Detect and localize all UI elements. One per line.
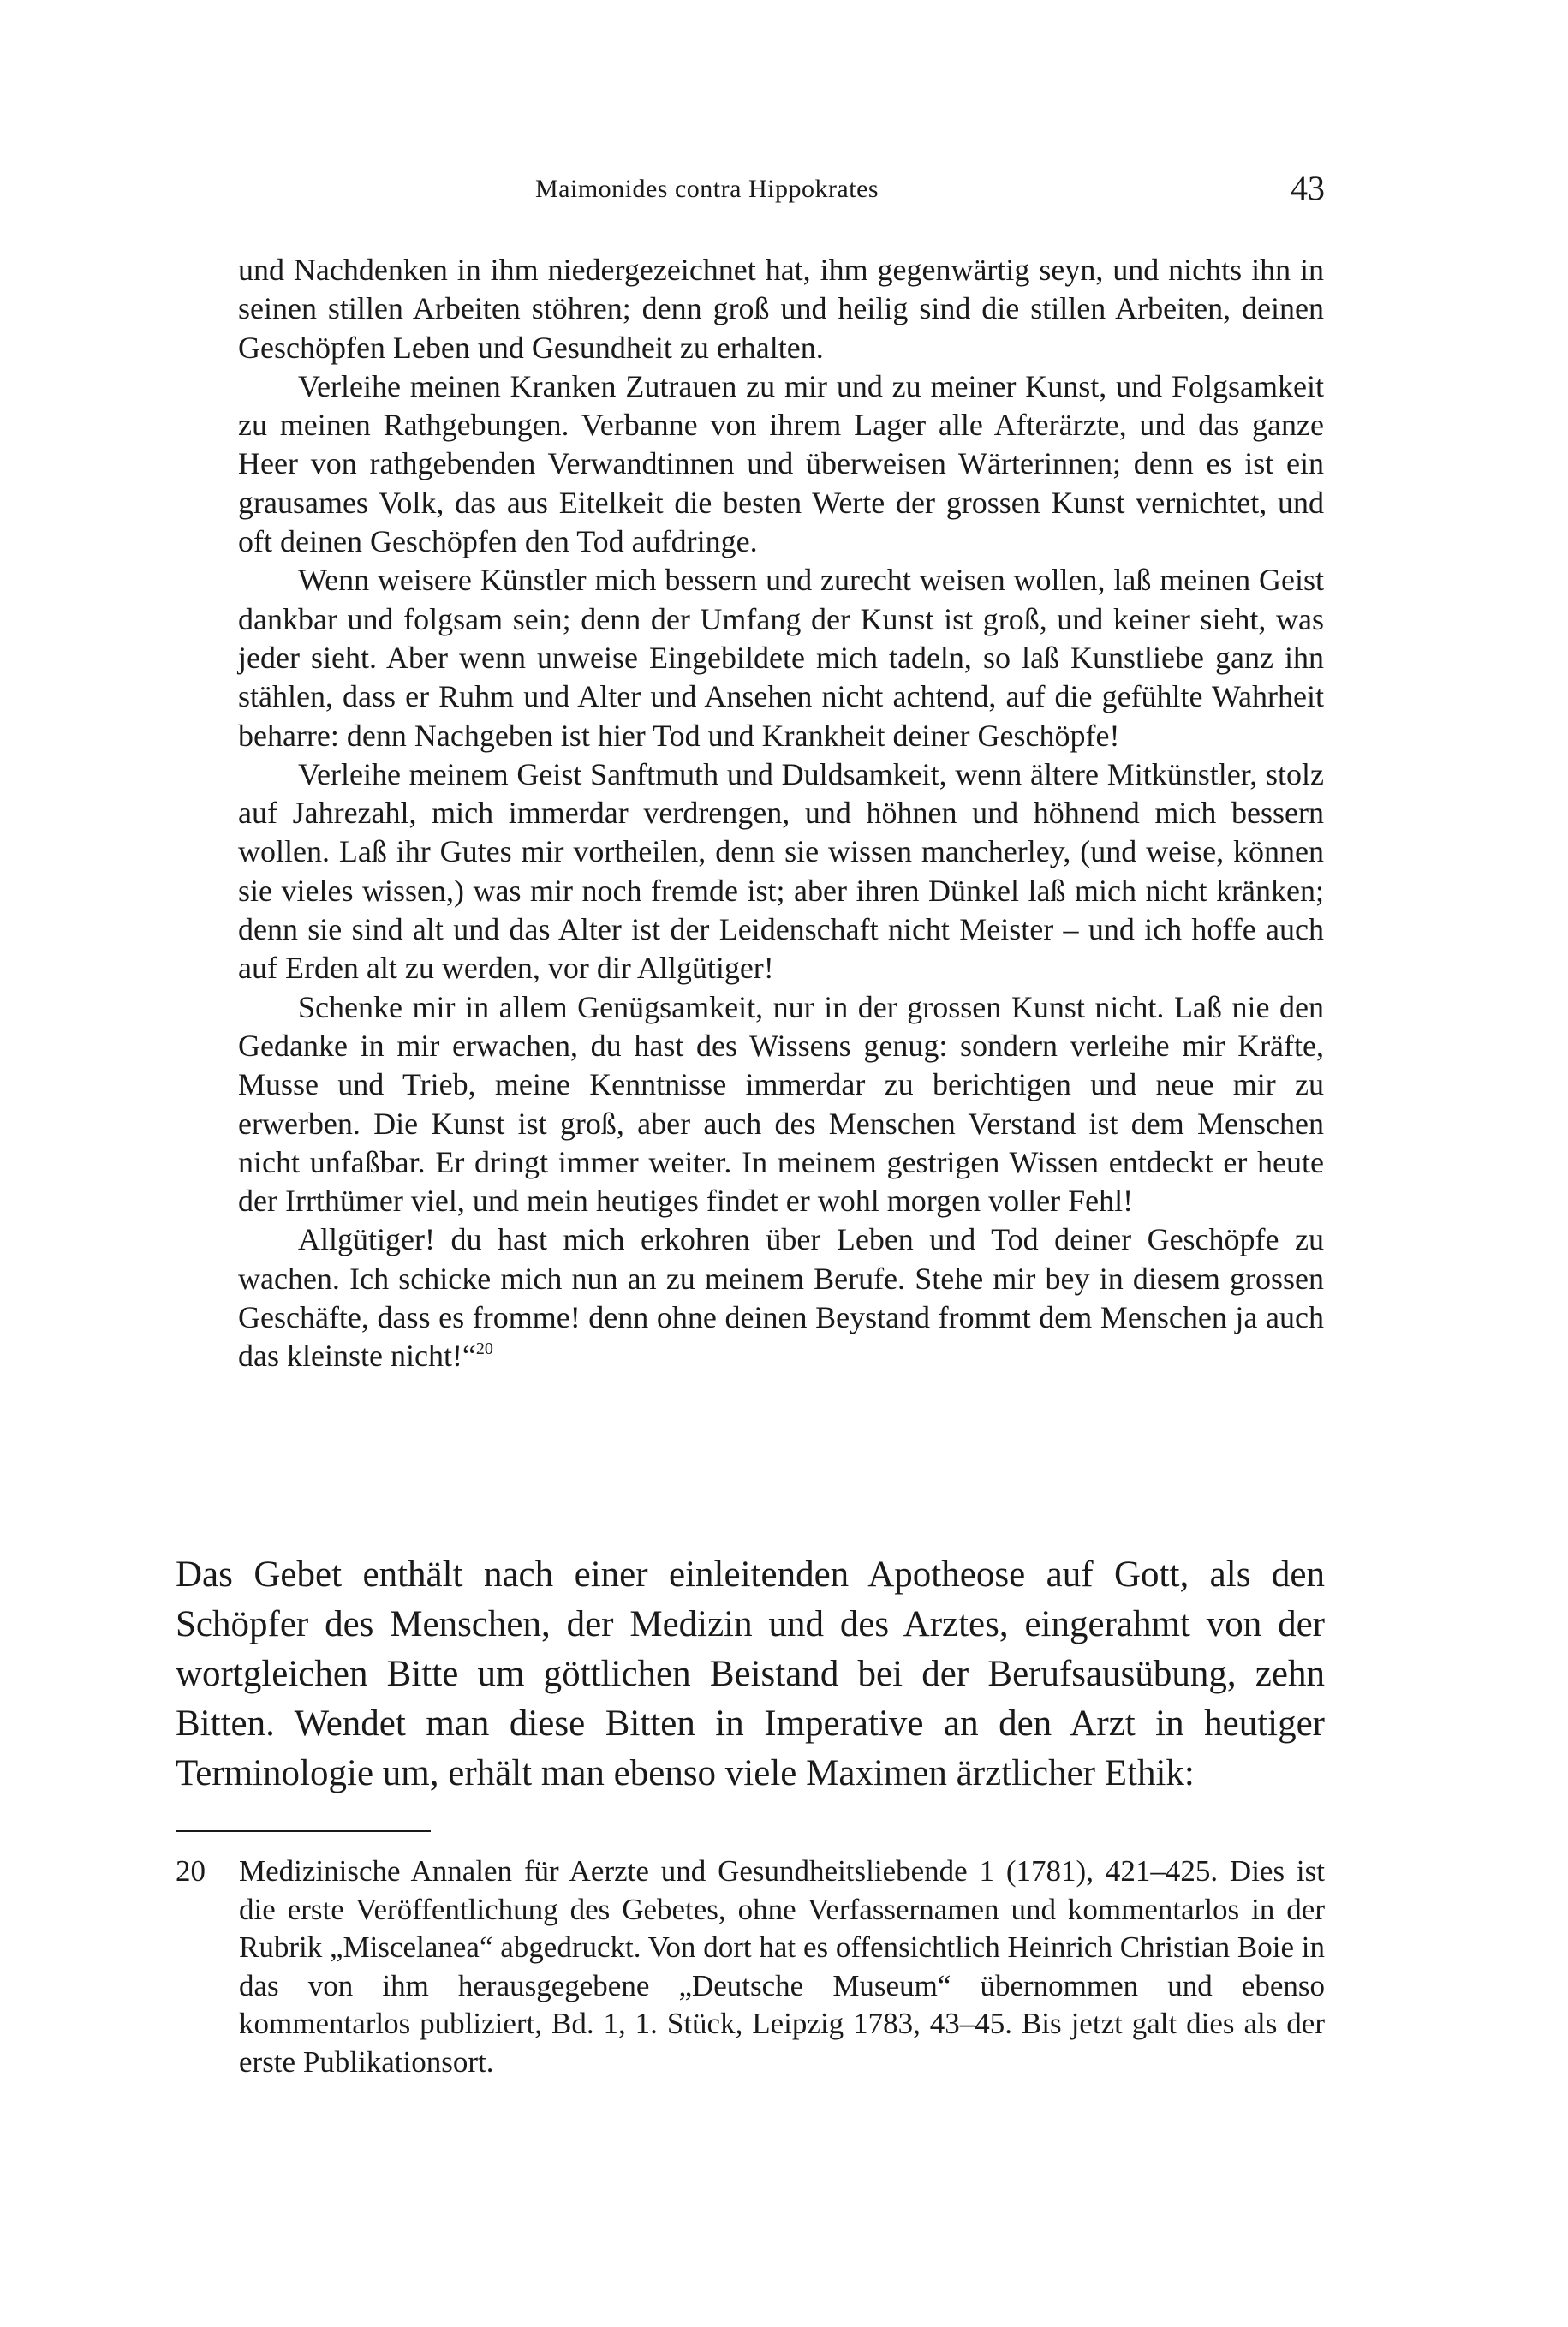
quote-paragraph-6 [238,1220,1324,1375]
quote-paragraph-4: Verleihe meinem Geist Sanftmuth und Duldsamkeit, wenn ältere Mitkünstler, stolz auf Jahrezahl, mich immerdar verdrengen, und höhnen und höhnend mich bessern wollen. Laß ihr Gutes mir vortheilen, denn sie wissen mancherley, (und weise, können sie vieles wissen,) was mir noch fremde ist; aber ihren Dünkel laß mich nicht kränken; denn sie sind alt und das Alter ist der Leidenschaft nicht Meister – und ich hoffe auch auf Erden alt zu werden, vor dir Allgütiger! [238,756,1324,986]
footnote [176,1853,1325,2081]
running-head [176,168,1325,211]
footnote-number: 20 [176,1854,206,1888]
footnote-divider [176,1830,431,1832]
quote-paragraph-5: Schenke mir in allem Genügsamkeit, nur in der grossen Kunst nicht. Laß nie den Gedanke in mir erwachen, du hast des Wissens genug: sondern verleihe mir Kräfte, Musse und Trieb, meine Kenntnisse immerdar zu berichtigen und neue mir zu erwerben. Die Kunst ist groß, aber auch des Menschen Verstand ist dem Menschen nicht unfaßbar. Er dringt immer weiter. In meinem gestrigen Wissen entdeckt er heute der Irrthümer viel, und mein heutiges findet er wohl morgen voller Fehl! [238,989,1324,1219]
quote-paragraph-3: Wenn weisere Künstler mich bessern und zurecht weisen wollen, laß meinen Geist dankbar und folgsam sein; denn der Umfang der Kunst ist groß, und keiner sieht, was jeder sieht. Aber wenn unweise Eingebildete mich tadeln, so laß Kunstliebe ganz ihn stählen, dass er Ruhm und Alter und Ansehen nicht achtend, auf die gefühlte Wahrheit beharre: denn Nachgeben ist hier Tod und Krankheit deiner Geschöpfe! [238,563,1324,753]
footnote-text: Medizinische Annalen für Aerzte und Gesundheitsliebende 1 (1781), 421–425. Dies ist die erste Veröffentlichung des Gebetes, ohne Verfassernamen und kommentarlos in der Rubrik „Miscelanea“ abgedruckt. Von dort hat es offensichtlich Heinrich Christian Boie in das von ihm herausgegebene „Deutsche Museum“ übernommen und ebenso kommentarlos publiziert, Bd. 1, 1. Stück, Leipzig 1783, 43–45. Bis jetzt galt dies als der erste Publikationsort. [239,1854,1325,2079]
body-paragraph: Das Gebet enthält nach einer einleitenden Apotheose auf Gott, als den Schöpfer des Menschen, der Medizin und des Arztes, eingerahmt von der wortgleichen Bitte um göttlichen Beistand bei der Berufsausübung, zehn Bitten. Wendet man diese Bitten in Imperative an den Arzt in heutiger Terminologie um, erhält man ebenso viele Maximen ärztlicher Ethik: [176,1554,1325,1793]
quote-paragraph-1: und Nachdenken in ihm niedergezeichnet hat, ihm gegenwärtig seyn, und nichts ihn in seinen stillen Arbeiten stöhren; denn groß und heilig sind die stillen Arbeiten, deinen Geschöpfen Leben und Gesundheit zu erhalten. [238,253,1324,365]
page-number: 43 [1291,169,1325,207]
running-title: Maimonides contra Hippokrates [535,175,879,203]
prayer-quote [238,251,1324,1376]
quote-paragraph-6-text: Allgütiger! du hast mich erkohren über Leben und Tod deiner Geschöpfe zu wachen. Ich schicke mich nun an zu meinem Berufe. Stehe mir bey in diesem grossen Geschäfte, dass es fromme! denn ohne deinen Beystand frommt dem Menschen ja auch das kleinste nicht!“ [238,1222,1324,1374]
footnote-reference: 20 [475,1340,493,1359]
quote-paragraph-2: Verleihe meinen Kranken Zutrauen zu mir und zu meiner Kunst, und Folgsamkeit zu meinen Rathgebungen. Verbanne von ihrem Lager alle Afterärzte, und das ganze Heer von rathgebenden Verwandtinnen und überweisen Wärterinnen; denn es ist ein grausames Volk, das aus Eitelkeit die besten Werte der grossen Kunst vernichtet, und oft deinen Geschöpfen den Tod aufdringe. [238,368,1324,559]
